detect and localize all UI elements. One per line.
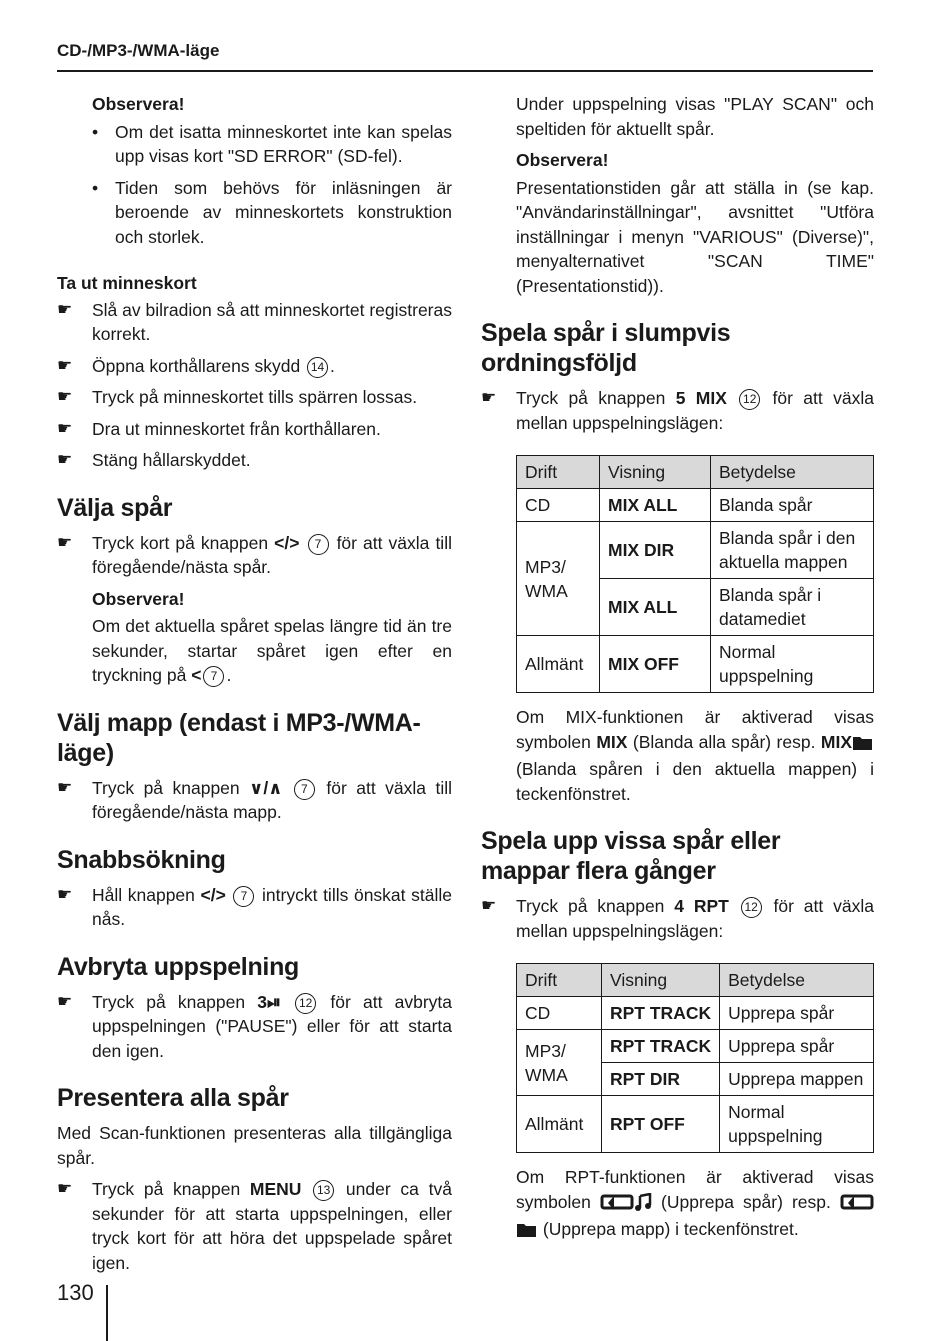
callout-number: 7 <box>233 886 254 907</box>
pointing-hand-icon: ☛ <box>57 532 73 552</box>
callout-number: 7 <box>294 779 315 800</box>
step-item: ☛ Dra ut minneskortet från korthållaren. <box>57 418 381 439</box>
folder-icon <box>516 1220 538 1245</box>
note-block <box>516 148 874 298</box>
table-row: CD MIX ALL Blanda spår <box>517 489 874 522</box>
step-item: ☛ Håll knappen </> 7 intryckt tills önskat ställe nås. <box>57 884 452 929</box>
table-row: MP3/ WMA MIX DIR Blanda spår i den aktuella mappen <box>517 522 874 579</box>
col-header: Visning <box>602 964 720 997</box>
note-title: Observera! <box>516 150 609 170</box>
step-item: ☛ Tryck kort på knappen </> 7 för att växla till föregående/nästa spår. <box>57 532 452 577</box>
pointing-hand-icon: ☛ <box>57 1179 73 1198</box>
step-item: ☛ Tryck på knappen 4 RPT 12 för att växla mellan uppspelningslägen: <box>481 896 874 941</box>
col-header: Visning <box>600 456 711 489</box>
note-bullet: • Om det isatta minneskortet inte kan spelas upp visas kort "SD ERROR" (SD-fel). <box>92 120 452 169</box>
heading-repeat: Spela upp vissa spår eller mappar flera gånger <box>481 827 781 885</box>
pointing-hand-icon: ☛ <box>57 450 73 469</box>
step-item: ☛ Tryck på knappen 5 MIX 12 för att växla mellan uppspelningslägen: <box>481 388 874 433</box>
pointing-hand-icon: ☛ <box>57 884 73 904</box>
table-header-row <box>517 964 874 997</box>
folder-icon <box>852 733 874 758</box>
step-item: ☛ Öppna korthållarens skydd 14 . <box>57 355 335 376</box>
table-row: CD RPT TRACK Upprepa spår <box>517 997 874 1030</box>
repeat-explanation: Om RPT-funktionen är aktiverad visas symbolen (Upprepa spår) resp. (Upprepa mapp) i teckenfönstret. <box>516 1165 874 1245</box>
mix-explanation: Om MIX-funktionen är aktiverad visas symbolen MIX (Blanda alla spår) resp. MIX (Blanda spåren i den aktuella mappen) i teckenfönstret. <box>516 707 874 804</box>
col-header: Betydelse <box>720 964 874 997</box>
note-title: Observera! <box>92 588 185 609</box>
repeat-icon <box>600 1193 634 1218</box>
callout-number: 13 <box>313 1180 334 1201</box>
step-item: ☛ Tryck på knappen 3⏯ 12 för att avbryta uppspelningen ("PAUSE") eller för att starta den igen. <box>57 991 452 1061</box>
header-title: CD-/MP3-/WMA-läge <box>57 41 220 60</box>
heading-select-track: Välja spår <box>57 493 173 522</box>
pointing-hand-icon: ☛ <box>57 418 73 438</box>
callout-number: 12 <box>739 389 760 410</box>
pointing-hand-icon: ☛ <box>57 299 73 319</box>
subheading-remove-card: Ta ut minneskort <box>57 273 197 293</box>
prev-next-icon: </> <box>274 532 300 553</box>
note-block <box>92 587 452 688</box>
repeat-table <box>516 963 874 1153</box>
callout-number: 12 <box>295 993 316 1014</box>
step-item: ☛ Tryck på knappen MENU 13 under ca två sekunder för att starta uppspelningen, eller tryck kort för att höra det uppspelade spåret igen. <box>57 1179 452 1273</box>
heading-folder: Välj mapp (endast i MP3-/WMA-läge) <box>57 708 421 767</box>
step-item: ☛ Stäng hållarskyddet. <box>57 450 251 470</box>
table-row: Allmänt MIX OFF Normal uppspelning <box>517 636 874 693</box>
table-row: Allmänt RPT OFF Normal uppspelning <box>517 1096 874 1153</box>
heading-pause: Avbryta uppspelning <box>57 952 300 981</box>
step-item: ☛ Tryck på minneskortet tills spärren lossas. <box>57 387 418 407</box>
table-row: RPT DIR Upprepa mappen <box>517 1063 874 1096</box>
note-observera <box>92 92 452 117</box>
col-header: Betydelse <box>711 456 874 489</box>
pointing-hand-icon: ☛ <box>481 896 497 915</box>
pointing-hand-icon: ☛ <box>57 991 73 1011</box>
callout-number: 12 <box>741 897 762 918</box>
callout-number: 7 <box>203 666 224 687</box>
mix-table <box>516 455 874 693</box>
table-header-row <box>517 456 874 489</box>
music-note-icon <box>634 1193 652 1218</box>
heading-scan: Presentera alla spår <box>57 1084 289 1112</box>
step-item: ☛ Tryck på knappen ∨/∧ 7 för att växla till föregående/nästa mapp. <box>57 777 452 822</box>
repeat-icon <box>840 1193 874 1218</box>
callout-number: 7 <box>308 534 329 555</box>
pointing-hand-icon: ☛ <box>57 777 73 797</box>
step-item: ☛ Slå av bilradion så att minneskortet registreras korrekt. <box>57 299 452 344</box>
pointing-hand-icon: ☛ <box>57 355 73 375</box>
pointing-hand-icon: ☛ <box>57 387 73 406</box>
note-bullet: • Tiden som behövs för inläsningen är beroende av minneskortets konstruktion och storlek. <box>92 176 452 250</box>
left-column <box>57 92 452 1282</box>
footer-divider <box>106 1285 108 1341</box>
col-header: Drift <box>517 456 600 489</box>
table-row: MP3/ WMA RPT TRACK Upprepa spår <box>517 1030 874 1063</box>
note-text: Om det aktuella spåret spelas längre tid än tre sekunder, startar spåret igen efter en tryckning på < 7 . <box>92 616 452 685</box>
running-header <box>57 38 873 72</box>
play-pause-icon: ⏯ <box>267 991 281 1012</box>
col-header: Drift <box>517 964 602 997</box>
prev-next-icon: </> <box>200 884 226 905</box>
right-column <box>481 92 874 1252</box>
note-title: Observera! <box>92 94 185 114</box>
heading-search: Snabbsökning <box>57 845 226 874</box>
note-text: Presentationstiden går att ställa in (se kap. "Användarinställningar", avsnittet "Utföra inställningar i menyn "VARIOUS" (Diverse)", menyalternativet "SCAN TIME" (Presentationstid)). <box>516 177 874 296</box>
note-bullet-list <box>92 120 452 250</box>
down-up-icon: ∨/∧ <box>249 777 283 798</box>
callout-number: 14 <box>307 357 328 378</box>
scan-intro: Med Scan-funktionen presenteras alla tillgängliga spår. <box>57 1123 452 1168</box>
heading-mix: Spela spår i slumpvis ordningsföljd <box>481 319 731 377</box>
pointing-hand-icon: ☛ <box>481 388 497 407</box>
table-row: MIX ALL Blanda spår i datamediet <box>517 579 874 636</box>
page-number: 130 <box>57 1280 94 1305</box>
scan-continued: Under uppspelning visas "PLAY SCAN" och speltiden för aktuellt spår. <box>516 94 874 139</box>
prev-icon: < <box>191 665 202 685</box>
